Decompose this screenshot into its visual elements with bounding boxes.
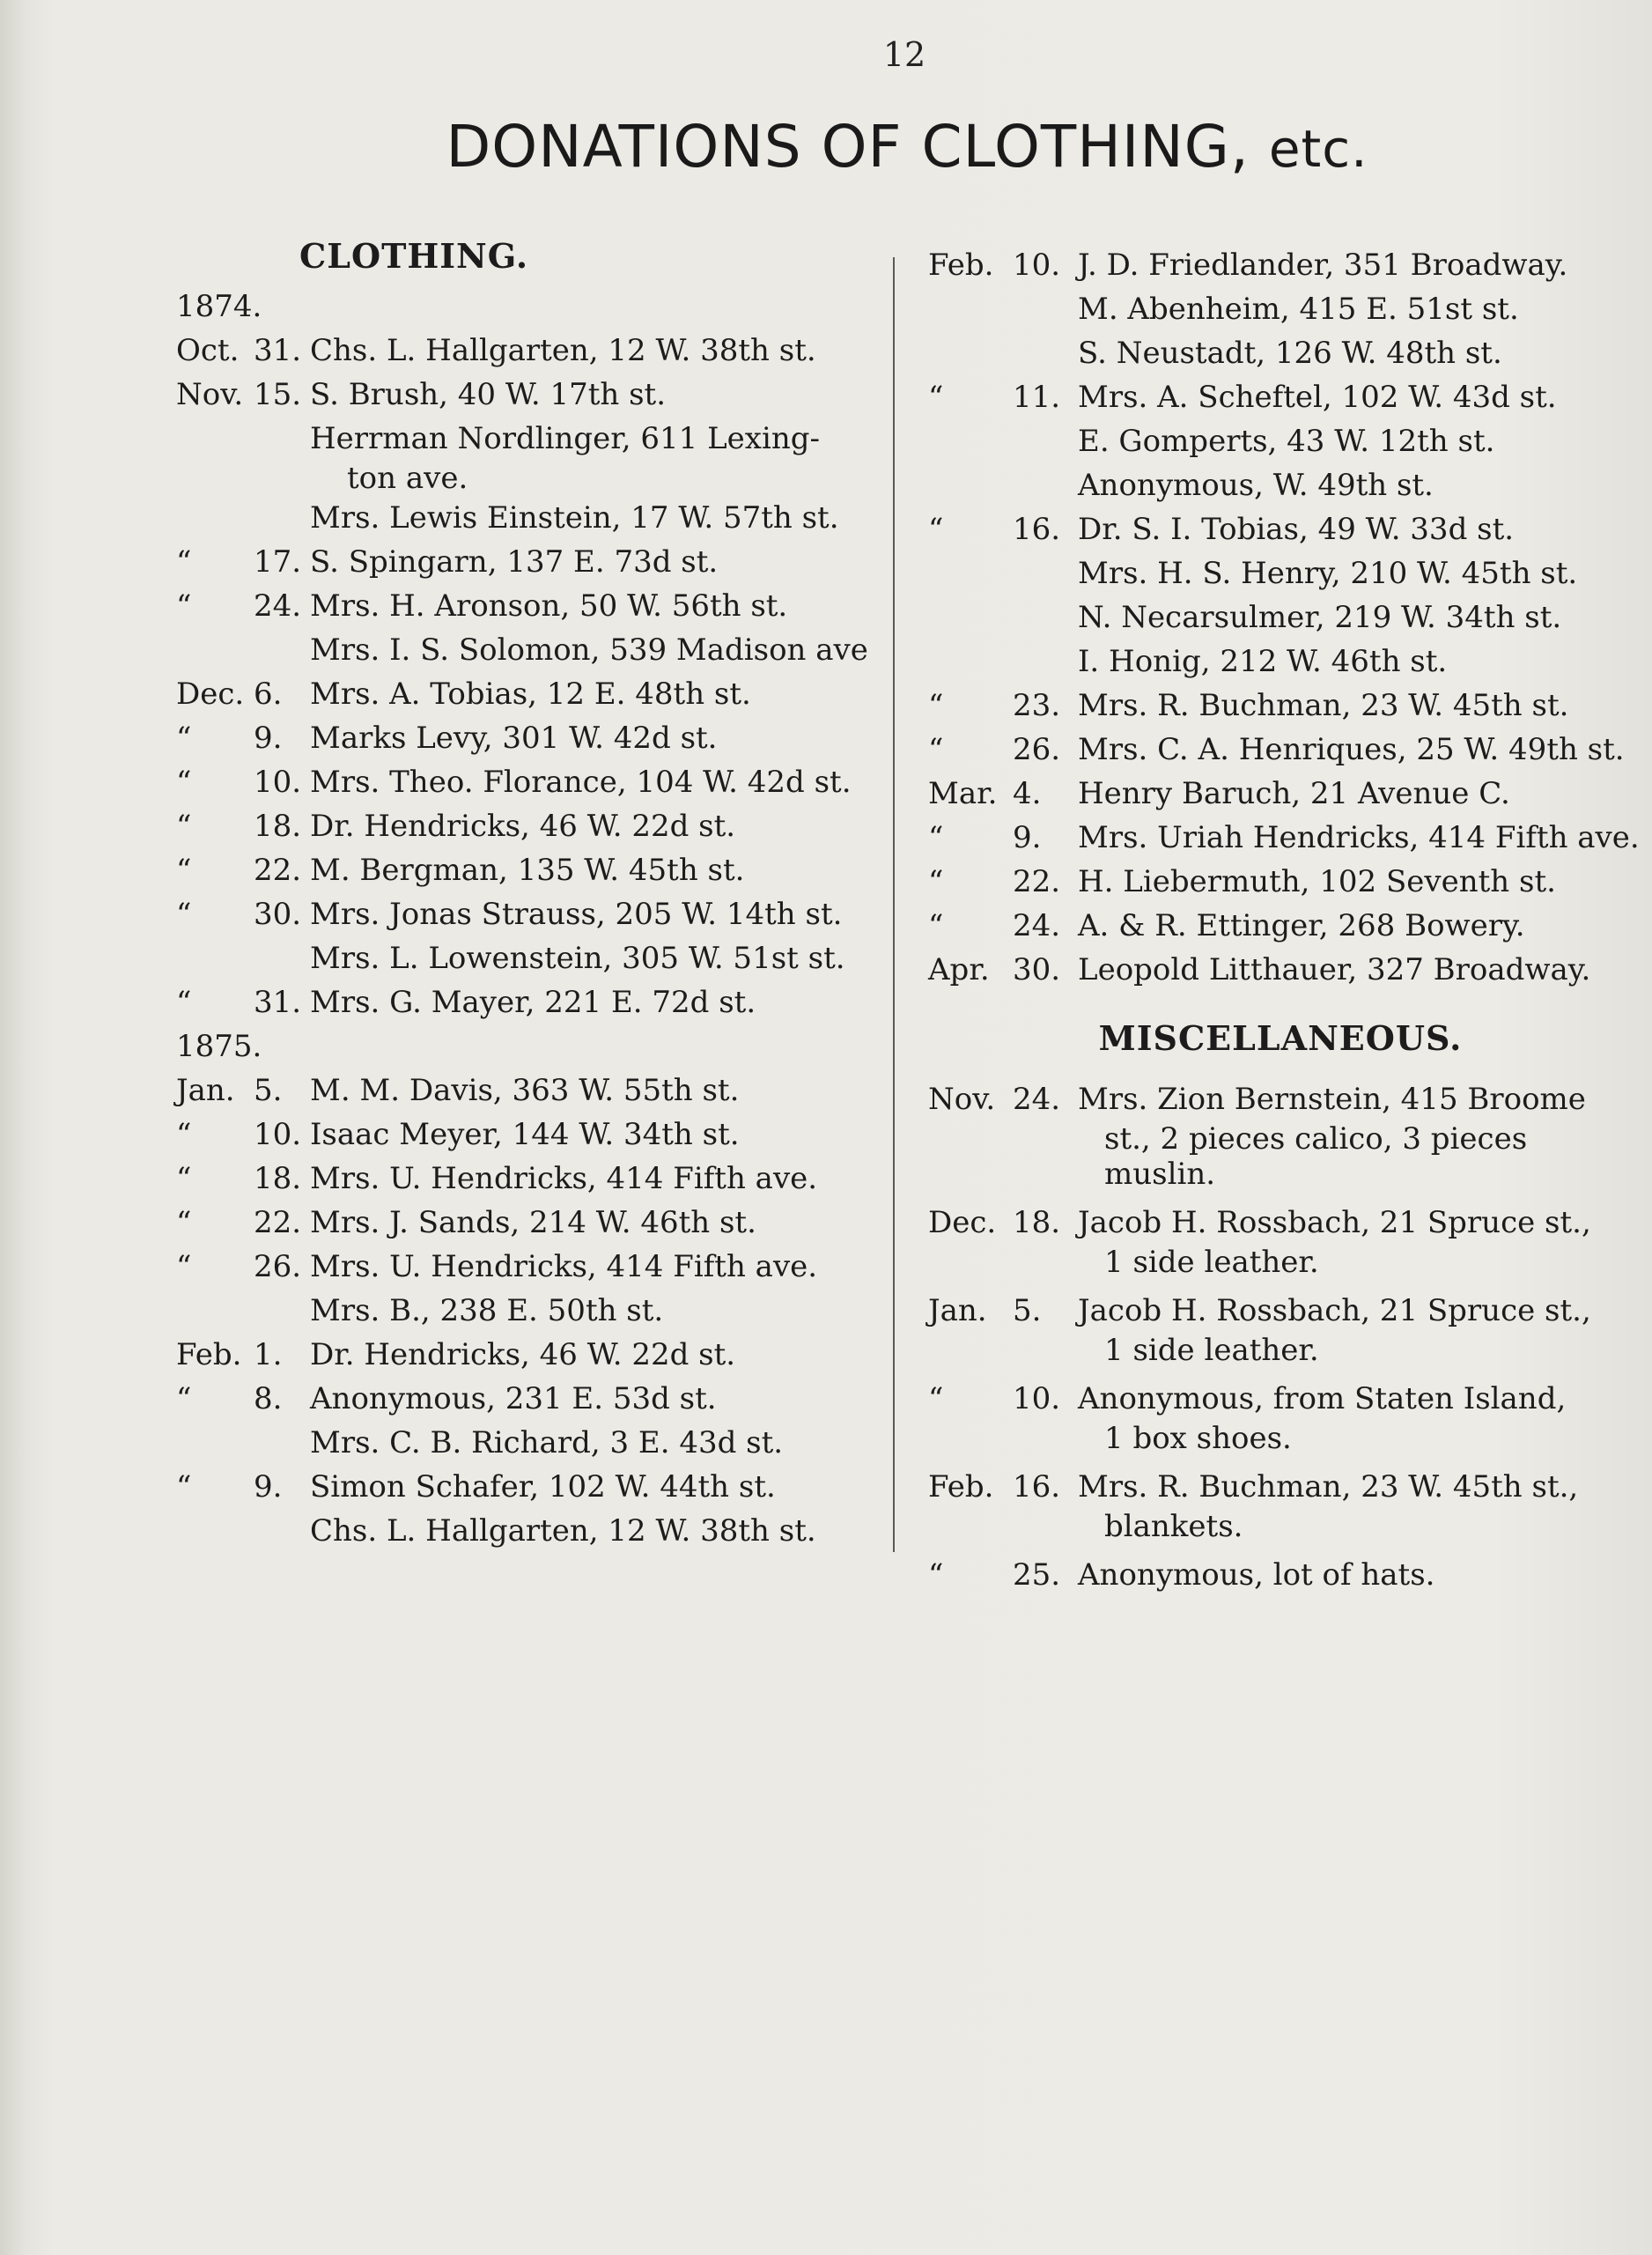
donation-entry [176, 540, 872, 584]
entry-text: Mrs. C. A. Henriques, 25 W. 49th st. [1078, 732, 1625, 767]
entry-month: Dec. [176, 676, 245, 712]
entry-month: Feb. [928, 248, 994, 283]
entry-day: 5. [1013, 1293, 1042, 1328]
entry-month: Oct. [176, 333, 240, 368]
donation-entry [176, 672, 872, 716]
entry-month: “ [176, 809, 192, 844]
entry-month: “ [928, 1557, 944, 1593]
donation-entry [928, 1553, 1633, 1597]
donation-entry [176, 496, 872, 540]
entry-month: “ [928, 1381, 944, 1416]
donation-entry [176, 1113, 872, 1157]
entry-month: “ [928, 820, 944, 855]
donation-entry [928, 463, 1633, 507]
entry-text: Anonymous, from Staten Island, [1078, 1381, 1567, 1416]
entry-month: “ [928, 864, 944, 899]
entry-text: Mrs. L. Lowenstein, 305 W. 51st st. [310, 941, 845, 976]
entry-text: Mrs. H. S. Henry, 210 W. 45th st. [1078, 556, 1578, 591]
entry-month: “ [176, 1117, 192, 1152]
entry-day: 8. [254, 1381, 283, 1416]
donation-entry [928, 684, 1633, 728]
miscellaneous-heading: MISCELLANEOUS. [1098, 1018, 1463, 1058]
entry-continuation: 1 side leather. [1104, 1333, 1319, 1368]
entry-day: 10. [254, 1117, 302, 1152]
entry-text: M. M. Davis, 363 W. 55th st. [310, 1073, 740, 1108]
entry-continuation: muslin. [1104, 1157, 1216, 1192]
entry-day: 5. [254, 1073, 283, 1108]
entry-month: Dec. [928, 1205, 997, 1240]
entry-text: Anonymous, lot of hats. [1078, 1557, 1435, 1593]
donation-entry [176, 1421, 872, 1465]
clothing-list-left [176, 285, 872, 1553]
entry-day: 30. [254, 897, 302, 932]
donation-entry [928, 1465, 1633, 1544]
entry-text: S. Brush, 40 W. 17th st. [310, 377, 667, 412]
entry-month: “ [176, 897, 192, 932]
entry-text: Dr. S. I. Tobias, 49 W. 33d st. [1078, 512, 1515, 547]
donation-entry [176, 1289, 872, 1333]
entry-text: Mrs. G. Mayer, 221 E. 72d st. [310, 985, 756, 1020]
donation-entry [928, 860, 1633, 904]
entry-day: 18. [254, 809, 302, 844]
donation-entry [928, 816, 1640, 860]
entry-month: “ [928, 512, 944, 547]
donation-entry [928, 243, 1633, 287]
entry-month: Feb. [176, 1337, 242, 1372]
entry-day: 31. [254, 333, 302, 368]
entry-day: 16. [1013, 1469, 1061, 1505]
entry-day: 9. [1013, 820, 1042, 855]
entry-month: “ [176, 721, 192, 756]
entry-month: “ [176, 765, 192, 800]
entry-day: 24. [1013, 1082, 1061, 1117]
entry-day: 15. [254, 377, 302, 412]
year-heading: 1874. [176, 289, 262, 324]
donation-entry [176, 417, 872, 496]
miscellaneous-list [928, 1077, 1633, 1597]
entry-month: “ [176, 588, 192, 624]
donation-entry [176, 936, 872, 980]
page-title-main: DONATIONS OF CLOTHING, [446, 113, 1250, 181]
entry-text: Marks Levy, 301 W. 42d st. [310, 721, 718, 756]
entry-text: Henry Baruch, 21 Avenue C. [1078, 776, 1510, 811]
entry-text: Mrs. R. Buchman, 23 W. 45th st., [1078, 1469, 1579, 1505]
donation-entry [176, 584, 872, 628]
entry-continuation: st., 2 pieces calico, 3 pieces [1104, 1121, 1528, 1157]
entry-day: 18. [254, 1161, 302, 1196]
clothing-heading: CLOTHING. [299, 236, 529, 276]
donation-entry [928, 1377, 1633, 1456]
entry-text: Dr. Hendricks, 46 W. 22d st. [310, 1337, 736, 1372]
entry-month: “ [176, 1469, 192, 1505]
entry-month: “ [176, 1205, 192, 1240]
entry-month: “ [928, 908, 944, 943]
entry-month: Jan. [928, 1293, 987, 1328]
entry-text: Leopold Litthauer, 327 Broadway. [1078, 952, 1591, 987]
donation-entry [928, 1077, 1633, 1192]
entry-text: Mrs. A. Scheftel, 102 W. 43d st. [1078, 380, 1557, 415]
entry-text: H. Liebermuth, 102 Seventh st. [1078, 864, 1556, 899]
donation-entry [176, 848, 872, 892]
donation-entry [176, 1201, 872, 1245]
entry-text: Anonymous, W. 49th st. [1078, 468, 1434, 503]
entry-day: 9. [254, 1469, 283, 1505]
entry-day: 22. [254, 1205, 302, 1240]
entry-text: Simon Schafer, 102 W. 44th st. [310, 1469, 776, 1505]
donation-entry [928, 948, 1633, 992]
entry-day: 6. [254, 676, 283, 712]
entry-day: 26. [1013, 732, 1061, 767]
entry-month: Jan. [176, 1073, 235, 1108]
entry-day: 24. [1013, 908, 1061, 943]
entry-text: Mrs. B., 238 E. 50th st. [310, 1293, 664, 1328]
entry-day: 30. [1013, 952, 1061, 987]
entry-day: 1. [254, 1337, 283, 1372]
donation-entry [928, 728, 1633, 772]
entry-day: 24. [254, 588, 302, 624]
entry-day: 18. [1013, 1205, 1061, 1240]
entry-month: Apr. [928, 952, 990, 987]
entry-text: S. Neustadt, 126 W. 48th st. [1078, 336, 1502, 371]
donation-entry [176, 980, 872, 1024]
entry-day: 11. [1013, 380, 1061, 415]
donation-entry [176, 628, 872, 672]
year-heading: 1875. [176, 1029, 262, 1064]
page-title [396, 113, 1418, 181]
entry-text: S. Spingarn, 137 E. 73d st. [310, 544, 719, 580]
entry-day: 9. [254, 721, 283, 756]
donation-entry [928, 1289, 1633, 1368]
entry-day: 10. [1013, 248, 1061, 283]
entry-text: Mrs. A. Tobias, 12 E. 48th st. [310, 676, 751, 712]
entry-month: “ [176, 544, 192, 580]
donation-entry [928, 772, 1633, 816]
donation-entry [176, 1333, 872, 1377]
donation-entry [176, 1068, 872, 1113]
entry-text: M. Bergman, 135 W. 45th st. [310, 853, 745, 888]
entry-text: Mrs. U. Hendricks, 414 Fifth ave. [310, 1249, 818, 1284]
entry-day: 17. [254, 544, 302, 580]
entry-text: E. Gomperts, 43 W. 12th st. [1078, 424, 1495, 459]
entry-text: Dr. Hendricks, 46 W. 22d st. [310, 809, 736, 844]
entry-text: Chs. L. Hallgarten, 12 W. 38th st. [310, 333, 816, 368]
donation-entry [928, 419, 1633, 463]
entry-month: “ [176, 853, 192, 888]
donation-entry [176, 716, 872, 760]
entry-text: Mrs. Theo. Florance, 104 W. 42d st. [310, 765, 852, 800]
entry-text: I. Honig, 212 W. 46th st. [1078, 644, 1448, 679]
entry-day: 22. [254, 853, 302, 888]
donation-entry [176, 892, 872, 936]
entry-month: “ [928, 732, 944, 767]
entry-text: Mrs. U. Hendricks, 414 Fifth ave. [310, 1161, 818, 1196]
donation-entry [176, 373, 872, 417]
page-number: 12 [882, 35, 926, 74]
entry-text: Mrs. C. B. Richard, 3 E. 43d st. [310, 1425, 784, 1460]
donation-entry [928, 551, 1633, 595]
entry-month: Nov. [176, 377, 244, 412]
entry-text: Herrman Nordlinger, 611 Lexing- [310, 421, 820, 456]
donation-entry [928, 287, 1633, 331]
donation-entry [176, 1509, 872, 1553]
entry-text: Mrs. H. Aronson, 50 W. 56th st. [310, 588, 788, 624]
donation-entry [176, 329, 872, 373]
clothing-list-right [928, 243, 1640, 992]
entry-continuation: blankets. [1104, 1509, 1243, 1544]
entry-day: 25. [1013, 1557, 1061, 1593]
entry-text: Mrs. Uriah Hendricks, 414 Fifth ave. [1078, 820, 1640, 855]
entry-day: 22. [1013, 864, 1061, 899]
entry-text: Anonymous, 231 E. 53d st. [310, 1381, 717, 1416]
donation-entry [176, 1245, 872, 1289]
entry-text: Mrs. I. S. Solomon, 539 Madison ave [310, 632, 868, 668]
entry-text: Jacob H. Rossbach, 21 Spruce st., [1078, 1205, 1591, 1240]
entry-day: 31. [254, 985, 302, 1020]
entry-text: M. Abenheim, 415 E. 51st st. [1078, 292, 1519, 327]
donation-entry [176, 760, 872, 804]
column-divider [893, 257, 895, 1552]
entry-month: “ [176, 1249, 192, 1284]
donation-entry [176, 1157, 872, 1201]
entry-day: 23. [1013, 688, 1061, 723]
entry-day: 10. [254, 765, 302, 800]
entry-text: N. Necarsulmer, 219 W. 34th st. [1078, 600, 1562, 635]
entry-text: Chs. L. Hallgarten, 12 W. 38th st. [310, 1513, 816, 1549]
entry-month: “ [176, 1381, 192, 1416]
donation-entry [176, 1377, 872, 1421]
donation-entry [928, 507, 1633, 551]
entry-continuation: 1 side leather. [1104, 1245, 1319, 1280]
entry-text: Mrs. Jonas Strauss, 205 W. 14th st. [310, 897, 843, 932]
entry-month: “ [928, 380, 944, 415]
entry-month: Nov. [928, 1082, 996, 1117]
entry-day: 4. [1013, 776, 1042, 811]
entry-text: A. & R. Ettinger, 268 Bowery. [1078, 908, 1525, 943]
right-column [928, 243, 1640, 1597]
donation-entry [928, 904, 1633, 948]
entry-text: Mrs. Zion Bernstein, 415 Broome [1078, 1082, 1586, 1117]
entry-month: Feb. [928, 1469, 994, 1505]
donation-entry [928, 640, 1633, 684]
entry-continuation: 1 box shoes. [1104, 1421, 1292, 1456]
entry-month: “ [928, 688, 944, 723]
entry-text: Mrs. R. Buchman, 23 W. 45th st. [1078, 688, 1569, 723]
donation-entry [928, 375, 1633, 419]
entry-text: Mrs. J. Sands, 214 W. 46th st. [310, 1205, 756, 1240]
donation-entry [928, 331, 1633, 375]
entry-month: “ [176, 985, 192, 1020]
donation-entry [928, 595, 1633, 640]
donation-entry [928, 1201, 1633, 1280]
entry-day: 16. [1013, 512, 1061, 547]
entry-text: Jacob H. Rossbach, 21 Spruce st., [1078, 1293, 1591, 1328]
entry-day: 10. [1013, 1381, 1061, 1416]
entry-day: 26. [254, 1249, 302, 1284]
page-title-suffix: etc. [1268, 119, 1368, 179]
entry-month: “ [176, 1161, 192, 1196]
donation-entry [176, 804, 872, 848]
donation-entry [176, 1465, 872, 1509]
left-column [176, 236, 872, 1553]
entry-month: Mar. [928, 776, 998, 811]
entry-text: Isaac Meyer, 144 W. 34th st. [310, 1117, 740, 1152]
entry-text: J. D. Friedlander, 351 Broadway. [1078, 248, 1568, 283]
entry-continuation: ton ave. [347, 461, 468, 496]
entry-text: Mrs. Lewis Einstein, 17 W. 57th st. [310, 500, 839, 536]
